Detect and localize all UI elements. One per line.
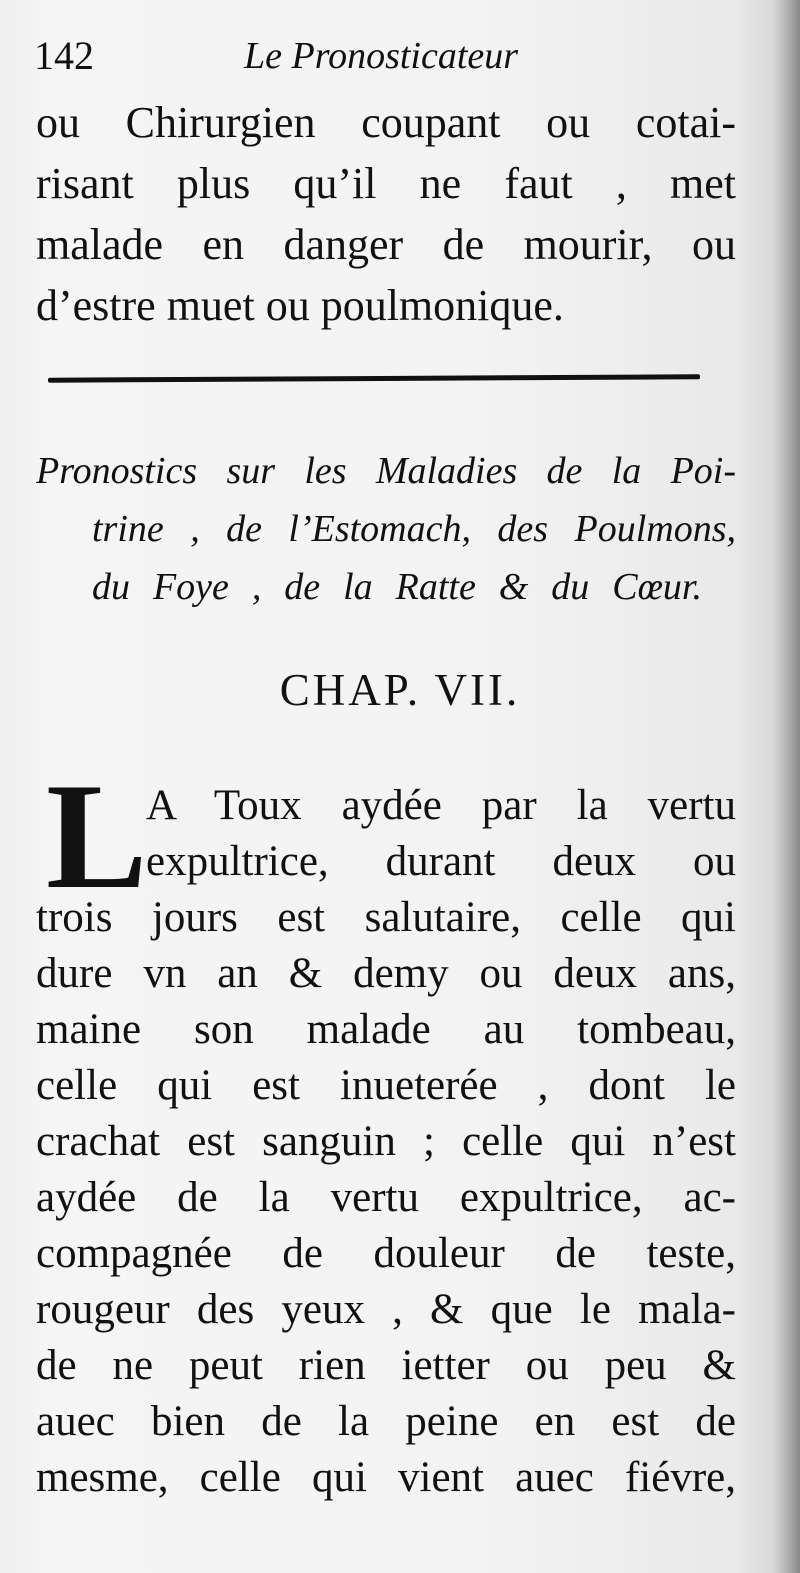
text-line: risant plus qu’il ne faut , met: [36, 159, 736, 208]
text-line: de ne peut rien ietter ou peu &: [36, 1342, 736, 1389]
text-line: expultrice, durant deux ou: [146, 838, 736, 885]
heading-line: du Foye , de la Ratte & du Cœur.: [92, 566, 702, 608]
text-line: ou Chirurgien coupant ou cotai-: [36, 98, 736, 147]
top-paragraph: [36, 92, 736, 336]
text-line: d’estre muet ou poulmonique.: [36, 281, 564, 330]
text-line: auec bien de la peine en est de: [36, 1398, 736, 1445]
section-heading: [36, 442, 736, 616]
page-gutter-shadow: [772, 0, 800, 1573]
drop-cap: L: [46, 752, 148, 920]
text-line: maine son malade au tombeau,: [36, 1006, 736, 1053]
section-divider-rule: [48, 374, 700, 382]
text-line: celle qui est inueterée , dont le: [36, 1062, 736, 1109]
page-header: [34, 28, 734, 84]
text-line: mesme, celle qui vient auec fiévre,: [36, 1454, 736, 1501]
text-line: malade en danger de mourir, ou: [36, 220, 736, 269]
text-line: crachat est sanguin ; celle qui n’est: [36, 1118, 736, 1165]
page-number: 142: [34, 33, 94, 78]
body-paragraph: [36, 752, 736, 1506]
text-line: A Toux aydée par la vertu: [146, 782, 736, 829]
text-line: aydée de la vertu expultrice, ac-: [36, 1174, 736, 1221]
text-line: rougeur des yeux , & que le mala-: [36, 1286, 736, 1333]
heading-line: Pronostics sur les Maladies de la Poi-: [36, 450, 736, 492]
heading-line: trine , de l’Estomach, des Poulmons,: [92, 508, 736, 550]
text-line: trois jours est salutaire, celle qui: [36, 894, 736, 941]
running-title: Le Pronosticateur: [244, 35, 519, 77]
text-line: compagnée de douleur de teste,: [36, 1230, 736, 1277]
chapter-title: CHAP. VII.: [279, 665, 521, 715]
text-line: dure vn an & demy ou deux ans,: [36, 950, 736, 997]
